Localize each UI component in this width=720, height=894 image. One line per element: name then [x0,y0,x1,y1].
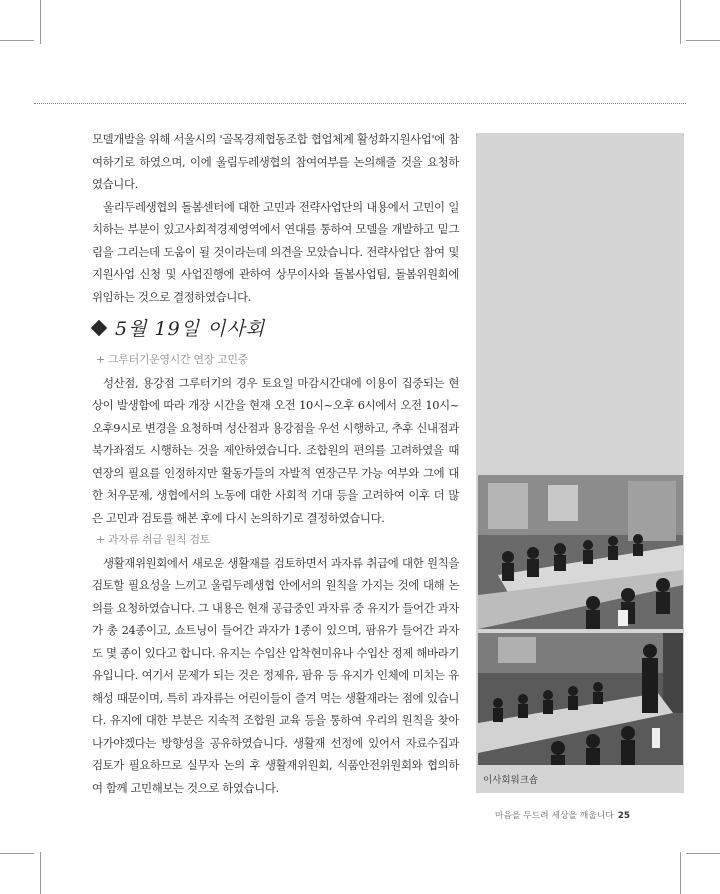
body-text-bottom [92,349,459,799]
footer-slogan: 마음을 두드려 세상을 깨웁니다 [494,811,614,821]
body-text-top [92,128,459,308]
crop-mark-bottom-right-h [686,853,720,854]
crop-mark-bottom-right [680,852,681,894]
header-dotted-rule [34,103,686,104]
workshop-photo-top [478,475,683,629]
crop-mark-top-right [680,0,681,44]
workshop-photo-bottom [478,633,683,765]
page-footer [495,808,630,821]
crop-mark-top-left-h [0,40,34,41]
subheading-2: + 과자류 취급 원칙 검토 [96,533,210,546]
crop-mark-top-left [40,0,41,44]
crop-mark-bottom-left-h [0,853,34,854]
heading-title: 5월 19일 이사회 [115,318,266,340]
subheading-1: + 그루터기운영시간 연장 고민중 [96,353,248,366]
paragraph-2: 울리두레생협의 돌봄센터에 대한 고민과 전략사업단의 내용에서 고민이 일치하는 부분이 있고사회적경제영역에서 연대를 통하여 모델을 개발하고 밑그림을 그리는데 도움이 될 것이라는데 의견을 모았습니다. 전략사업단 참여 및 지원사업 신청 및 사업진행에 관하여 상무이사와 돌봄사업팀, 돌봄위원회에 위임하는 것으로 결정하였습니다. [92,199,459,304]
four-diamond-bullet-icon [92,321,106,335]
paragraph-4: 생활재위원회에서 새로운 생활재를 검토하면서 과자류 취급에 대한 원칙을 검토할 필요성을 느끼고 울림두레생협 안에서의 원칙을 가지는 것에 대해 논의를 요청하였습니다. 그 내용은 현재 공급중인 과자류 중 유지가 들어간 과자가 총 24종이고, 쇼트닝이 들어간 과자가 1종이 있으며, 팜유가 들어간 과자도 몇 종이 있다고 합니다. 유지는 수입산 압착현미유나 수입산 정제 해바라기유입니다. 여기서 문제가 되는 것은 정제유, 팜유 등 유지가 인체에 미치는 유해성 때문이며, 특히 과자류는 어린이들이 즐겨 먹는 생활재라는 점에 있습니다. 유지에 대한 부분은 지속적 조합원 교육 등을 통하여 우리의 원칙을 찾아나가야겠다는 방향성을 공유하였습니다. 생활재 선정에 있어서 자료수집과 검토가 필요하므로 실무자 논의 후 생활재위원회, 식품안전위원회와 협의하여 함께 고민해보는 것으로 하였습니다. [92,555,459,795]
paragraph-3: 성산점, 용강점 그루터기의 경우 토요일 마감시간대에 이용이 집중되는 현상이 발생함에 따라 개장 시간을 현재 오전 10시~오후 6시에서 오전 10시~오후9시로 변경을 요청하며 성산점과 용강점을 우선 시행하고, 추후 신내점과 북가좌점도 시행하는 것을 제안하였습니다. 조합원의 편의를 고려하였을 때 연장의 필요를 인정하지만 활동가들의 자발적 연장근무 가능 여부와 그에 대한 처우문제, 생협에서의 노동에 대한 사회적 기대 등을 고려하여 이후 더 많은 고민과 검토를 해본 후에 다시 논의하기로 결정하였습니다. [92,375,459,525]
photo-caption: 이사회워크숍 [483,775,539,786]
page-number: 25 [617,811,630,821]
crop-mark-bottom-left [40,852,41,894]
section-heading [92,314,265,341]
paragraph-1: 모델개발을 위해 서울시의 '골목경제협동조합 협업체계 활성화지원사업'에 참여하기로 하였으며, 이에 울림두레생협의 참여여부를 논의해줄 것을 요청하였습니다. [92,132,459,191]
crop-mark-top-right-h [686,40,720,41]
